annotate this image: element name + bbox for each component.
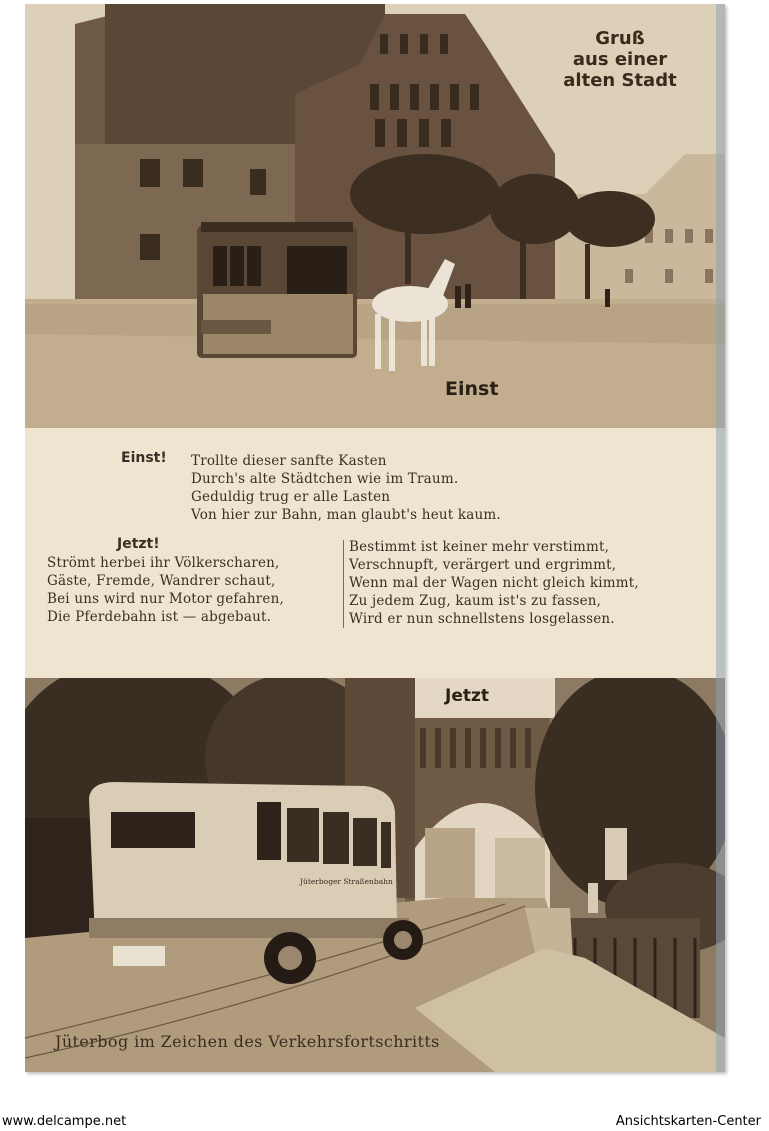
stanza1-line: Geduldig trug er alle Lasten (191, 489, 391, 505)
stanza2-left-line: Bei uns wird nur Motor gefahren, (47, 591, 284, 607)
photo-motor-bus (25, 678, 725, 1072)
greeting (545, 28, 695, 91)
caption: Jüterbog im Zeichen des Verkehrsfortschritts (55, 1032, 440, 1051)
stanza1-heading: Einst! (121, 450, 167, 466)
stanza2-right-line: Wird er nun schnellstens losgelassen. (349, 611, 615, 627)
stanza2-left-line: Die Pferdebahn ist — abgebaut. (47, 609, 272, 625)
stanza1-line: Von hier zur Bahn, man glaubt's heut kaum. (191, 507, 501, 523)
greeting-line-2: aus einer (572, 49, 668, 70)
greeting-line-3: alten Stadt (563, 70, 677, 91)
stanza2-left-line: Gäste, Fremde, Wandrer schaut, (47, 573, 276, 589)
stanza2-left-line: Strömt herbei ihr Völkerscharen, (47, 555, 280, 571)
motor-bus-illustration (25, 678, 725, 1072)
greeting-line-1: Gruß (595, 28, 645, 49)
bus-lettering: Jüterboger Straßenbahn (300, 877, 393, 886)
stanza-divider (343, 540, 344, 628)
watermark-bar (0, 1112, 769, 1131)
stanza1 (191, 452, 501, 524)
stanza2-right (349, 538, 639, 628)
tram (197, 222, 357, 358)
label-einst: Einst (445, 378, 499, 400)
watermark-left: www.delcampe.net (2, 1114, 127, 1129)
stanza2-right-line: Verschnupft, verärgert und ergrimmt, (349, 557, 617, 573)
card-edge (716, 4, 725, 1072)
poem (25, 428, 725, 678)
stanza1-line: Durch's alte Städtchen wie im Traum. (191, 471, 459, 487)
stanza2-left (47, 554, 284, 626)
stanza2-right-line: Wenn mal der Wagen nicht gleich kimmt, (349, 575, 639, 591)
label-jetzt: Jetzt (445, 686, 490, 706)
stanza2-right-line: Zu jedem Zug, kaum ist's zu fassen, (349, 593, 602, 609)
stanza1-line: Trollte dieser sanfte Kasten (191, 453, 387, 469)
watermark-right: Ansichtskarten-Center (615, 1114, 761, 1129)
stanza2-right-line: Bestimmt ist keiner mehr verstimmt, (349, 539, 610, 555)
stanza2-heading: Jetzt! (117, 536, 160, 552)
postcard (25, 4, 725, 1072)
photo-horse-tram (25, 4, 725, 428)
